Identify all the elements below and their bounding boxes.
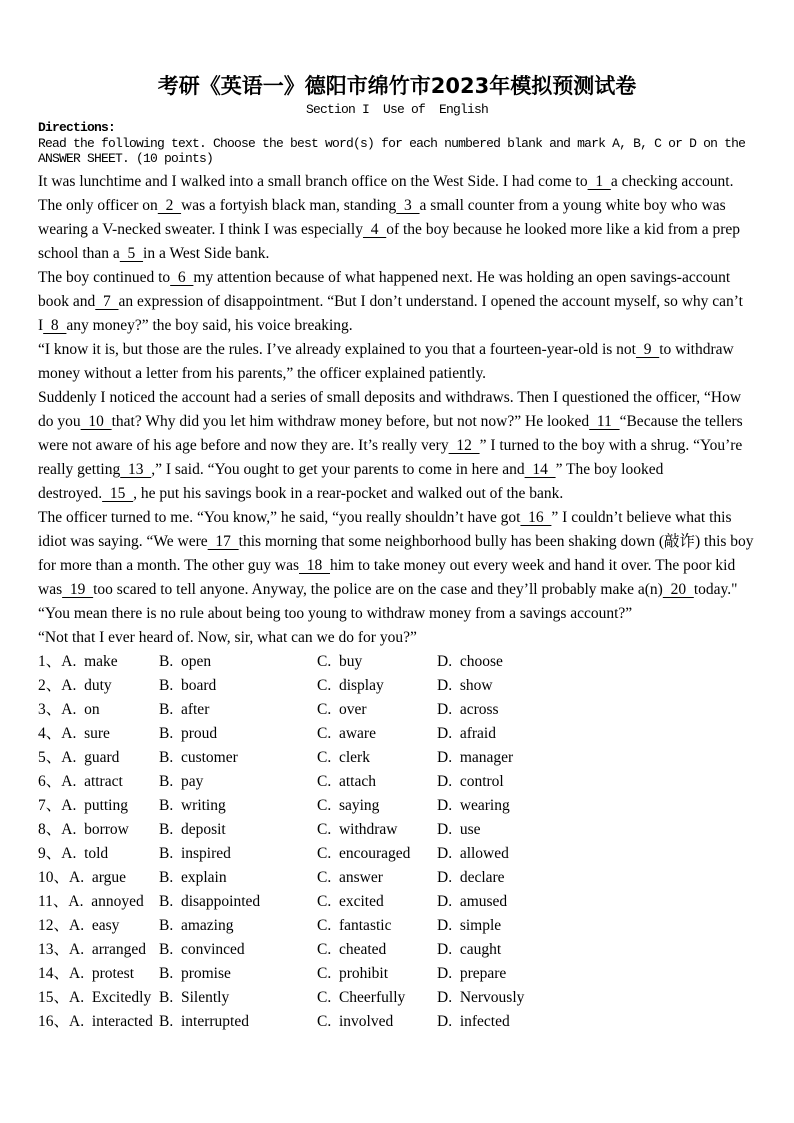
blank-11: 11 bbox=[589, 412, 620, 430]
question-15-option-d: D. Nervously bbox=[437, 988, 525, 1006]
question-row-8 bbox=[38, 818, 756, 842]
question-6-option-a: 6、A. attract bbox=[38, 772, 123, 790]
question-2-option-b: B. board bbox=[159, 676, 217, 694]
question-row-6 bbox=[38, 770, 756, 794]
question-10-option-c: C. answer bbox=[317, 868, 383, 886]
question-row-16 bbox=[38, 1010, 756, 1034]
directions-label: Directions: bbox=[38, 120, 116, 135]
question-11-option-a: 11、A. annoyed bbox=[38, 892, 144, 910]
blank-1: 1 bbox=[587, 172, 611, 190]
question-15-option-a: 15、A. Excitedly bbox=[38, 988, 152, 1006]
question-5-option-c: C. clerk bbox=[317, 748, 370, 766]
question-row-12 bbox=[38, 914, 756, 938]
question-13-option-c: C. cheated bbox=[317, 940, 387, 958]
question-4-option-d: D. afraid bbox=[437, 724, 496, 742]
question-6-option-c: C. attach bbox=[317, 772, 376, 790]
question-2-option-d: D. show bbox=[437, 676, 493, 694]
question-row-9 bbox=[38, 842, 756, 866]
question-4-option-c: C. aware bbox=[317, 724, 376, 742]
question-row-15 bbox=[38, 986, 756, 1010]
question-14-option-c: C. prohibit bbox=[317, 964, 389, 982]
question-row-4 bbox=[38, 722, 756, 746]
question-8-option-c: C. withdraw bbox=[317, 820, 398, 838]
question-3-option-b: B. after bbox=[159, 700, 210, 718]
passage-paragraph: “I know it is, but those are the rules. I’ve already explained to you that a fourteen-year-old is not 9 to withdraw money without a letter from his parents,” the officer explained patiently. bbox=[38, 340, 734, 382]
blank-16: 16 bbox=[520, 508, 552, 526]
question-1-option-b: B. open bbox=[159, 652, 212, 670]
question-13-option-b: B. convinced bbox=[159, 940, 245, 958]
question-8-option-b: B. deposit bbox=[159, 820, 226, 838]
question-7-option-a: 7、A. putting bbox=[38, 796, 128, 814]
question-12-option-d: D. simple bbox=[437, 916, 502, 934]
question-2-option-a: 2、A. duty bbox=[38, 676, 112, 694]
question-list bbox=[38, 650, 756, 1034]
question-13-option-d: D. caught bbox=[437, 940, 502, 958]
question-10-option-a: 10、A. argue bbox=[38, 868, 126, 886]
question-row-11 bbox=[38, 890, 756, 914]
question-16-option-a: 16、A. interacted bbox=[38, 1012, 153, 1030]
question-9-option-c: C. encouraged bbox=[317, 844, 411, 862]
question-row-5 bbox=[38, 746, 756, 770]
question-7-option-b: B. writing bbox=[159, 796, 226, 814]
question-row-3 bbox=[38, 698, 756, 722]
question-16-option-d: D. infected bbox=[437, 1012, 510, 1030]
blank-8: 8 bbox=[43, 316, 67, 334]
question-15-option-b: B. Silently bbox=[159, 988, 230, 1006]
question-16-option-b: B. interrupted bbox=[159, 1012, 249, 1030]
question-3-option-a: 3、A. on bbox=[38, 700, 100, 718]
passage bbox=[38, 170, 756, 650]
question-row-7 bbox=[38, 794, 756, 818]
question-7-option-d: D. wearing bbox=[437, 796, 510, 814]
question-6-option-b: B. pay bbox=[159, 772, 204, 790]
question-14-option-b: B. promise bbox=[159, 964, 231, 982]
blank-15: 15 bbox=[102, 484, 134, 502]
question-1-option-a: 1、A. make bbox=[38, 652, 118, 670]
passage-paragraph: “Not that I ever heard of. Now, sir, what can we do for you?” bbox=[38, 628, 417, 646]
question-12-option-a: 12、A. easy bbox=[38, 916, 120, 934]
question-9-option-b: B. inspired bbox=[159, 844, 231, 862]
question-15-option-c: C. Cheerfully bbox=[317, 988, 406, 1006]
question-9-option-a: 9、A. told bbox=[38, 844, 109, 862]
question-5-option-a: 5、A. guard bbox=[38, 748, 120, 766]
question-7-option-c: C. saying bbox=[317, 796, 380, 814]
question-11-option-b: B. disappointed bbox=[159, 892, 261, 910]
blank-19: 19 bbox=[62, 580, 94, 598]
question-row-13 bbox=[38, 938, 756, 962]
question-4-option-b: B. proud bbox=[159, 724, 218, 742]
question-11-option-d: D. amused bbox=[437, 892, 508, 910]
blank-12: 12 bbox=[448, 436, 480, 454]
question-4-option-a: 4、A. sure bbox=[38, 724, 110, 742]
directions-text: Read the following text. Choose the best word(s) for each numbered blank and mark A, B, C or D on the ANSWER SHEET. (10 points) bbox=[38, 135, 746, 166]
question-11-option-c: C. excited bbox=[317, 892, 384, 910]
passage-paragraph: Suddenly I noticed the account had a series of small deposits and withdraws. Then I questioned the officer, “How do you 10 that? Why did you let him withdraw money before, but not now?” He looked 11 “Because the tellers were not aware of his age before and now they are. It’s really very 12 ” I turned to the boy with a shrug. “You’re really getting 13 ,” I said. “You ought to get your parents to come in here and 14 ” The boy looked destroyed. 15 , he put his savings book in a rear-pocket and walked out of the bank. bbox=[38, 388, 743, 502]
blank-4: 4 bbox=[362, 220, 387, 238]
question-10-option-d: D. declare bbox=[437, 868, 505, 886]
question-12-option-b: B. amazing bbox=[159, 916, 234, 934]
question-8-option-d: D. use bbox=[437, 820, 481, 838]
blank-20: 20 bbox=[662, 580, 694, 598]
question-12-option-c: C. fantastic bbox=[317, 916, 392, 934]
question-8-option-a: 8、A. borrow bbox=[38, 820, 129, 838]
question-row-10 bbox=[38, 866, 756, 890]
question-2-option-c: C. display bbox=[317, 676, 384, 694]
blank-5: 5 bbox=[119, 244, 144, 262]
blank-3: 3 bbox=[396, 196, 420, 214]
question-14-option-d: D. prepare bbox=[437, 964, 507, 982]
blank-14: 14 bbox=[524, 460, 556, 478]
passage-paragraph: The boy continued to 6 my attention because of what happened next. He was holding an open savings-account book and 7 an expression of disappointment. “But I don’t understand. I opened the account myself, so why can’t I 8 any money?” the boy said, his voice breaking. bbox=[38, 268, 743, 334]
blank-13: 13 bbox=[120, 460, 152, 478]
passage-paragraph: It was lunchtime and I walked into a small branch office on the West Side. I had come to 1 a checking account. The only officer on 2 was a fortyish black man, standing 3 a small counter from a young white boy who was wearing a V-necked sweater. I think I was especially 4 of the boy because he looked more like a kid from a prep school than a 5 in a West Side bank. bbox=[38, 172, 741, 262]
question-14-option-a: 14、A. protest bbox=[38, 964, 135, 982]
blank-2: 2 bbox=[157, 196, 182, 214]
question-3-option-d: D. across bbox=[437, 700, 499, 718]
section-heading: Section I Use of English bbox=[305, 102, 489, 117]
question-13-option-a: 13、A. arranged bbox=[38, 940, 147, 958]
question-10-option-b: B. explain bbox=[159, 868, 227, 886]
question-3-option-c: C. over bbox=[317, 700, 367, 718]
question-6-option-d: D. control bbox=[437, 772, 504, 790]
blank-17: 17 bbox=[207, 532, 239, 550]
question-1-option-c: C. buy bbox=[317, 652, 363, 670]
question-row-1 bbox=[38, 650, 756, 674]
question-9-option-d: D. allowed bbox=[437, 844, 509, 862]
passage-paragraph: “You mean there is no rule about being too young to withdraw money from a savings account?” bbox=[38, 604, 633, 622]
question-5-option-d: D. manager bbox=[437, 748, 514, 766]
blank-10: 10 bbox=[80, 412, 112, 430]
passage-paragraph: The officer turned to me. “You know,” he said, “you really shouldn’t have got 16 ” I couldn’t believe what this idiot was saying. “We were 17 this morning that some neighborhood bully has been shaking down (敲诈) this boy for more than a month. The other guy was 18 him to take money out every week and hand it over. The poor kid was 19 too scared to tell anyone. Anyway, the police are on the case and they’ll probably make a(n) 20 today." bbox=[38, 508, 754, 598]
question-5-option-b: B. customer bbox=[159, 748, 238, 766]
blank-6: 6 bbox=[170, 268, 194, 286]
question-16-option-c: C. involved bbox=[317, 1012, 394, 1030]
blank-18: 18 bbox=[299, 556, 330, 574]
blank-9: 9 bbox=[635, 340, 660, 358]
question-1-option-d: D. choose bbox=[437, 652, 503, 670]
page-title: 考研《英语一》德阳市绵竹市2023年模拟预测试卷 bbox=[157, 74, 637, 98]
blank-7: 7 bbox=[95, 292, 119, 310]
question-row-14 bbox=[38, 962, 756, 986]
question-row-2 bbox=[38, 674, 756, 698]
